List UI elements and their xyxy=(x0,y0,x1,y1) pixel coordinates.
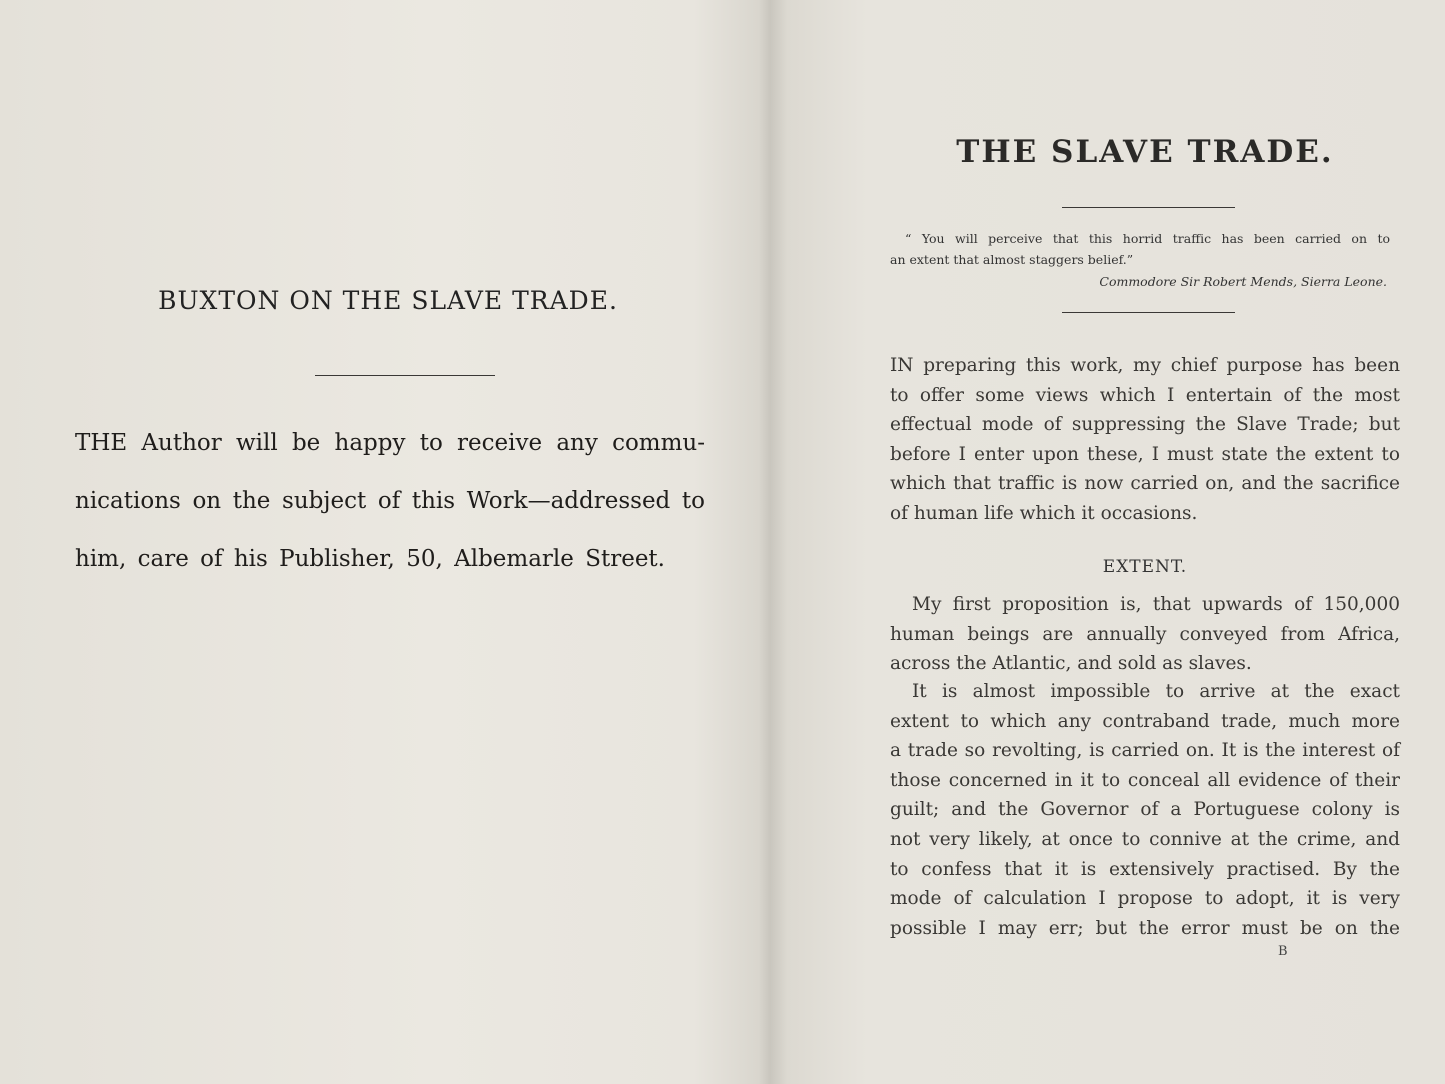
body-line: guilt; and the Governor of a Portuguese colony is xyxy=(890,799,1400,821)
body-line: across the Atlantic, and sold as slaves. xyxy=(890,653,1252,675)
divider xyxy=(315,375,495,376)
body-line: My first proposition is, that upwards of 150,000 xyxy=(912,594,1400,615)
body-line: mode of calculation I propose to adopt, it is very xyxy=(890,888,1400,910)
left-page-title: BUXTON ON THE SLAVE TRADE. xyxy=(158,286,618,315)
body-line: to confess that it is extensively practised. By the xyxy=(890,858,1400,880)
body-line: of human life which it occasions. xyxy=(890,503,1198,524)
epigraph-line: an extent that almost staggers belief.” xyxy=(890,252,1134,267)
notice-line: him, care of his Publisher, 50, Albemarle Street. xyxy=(75,546,665,572)
body-line: effectual mode of suppressing the Slave Trade; but xyxy=(890,414,1400,436)
body-line: It is almost impossible to arrive at the exact xyxy=(912,681,1400,702)
body-line: a trade so revolting, is carried on. It is the interest of xyxy=(890,740,1400,762)
body-line: those concerned in it to conceal all evidence of their xyxy=(890,769,1400,791)
section-heading: EXTENT. xyxy=(1102,557,1188,577)
notice-line: THE Author will be happy to receive any commu- xyxy=(75,430,705,456)
body-line: which that traffic is now carried on, and the sacrifice xyxy=(890,473,1400,495)
body-line: to offer some views which I entertain of the most xyxy=(890,384,1400,406)
epigraph-attribution: Commodore Sir Robert Mends, Sierra Leone. xyxy=(1099,274,1387,289)
body-line: not very likely, at once to connive at the crime, and xyxy=(890,829,1400,850)
divider xyxy=(1062,312,1235,313)
notice-line: nications on the subject of this Work—addressed to xyxy=(75,488,705,514)
divider xyxy=(1062,207,1235,208)
body-line: before I enter upon these, I must state the extent to xyxy=(890,443,1400,465)
body-line: IN preparing this work, my chief purpose has been xyxy=(890,355,1400,376)
signature-mark: B xyxy=(1278,944,1288,959)
chapter-title: THE SLAVE TRADE. xyxy=(956,134,1334,170)
body-line: extent to which any contraband trade, much more xyxy=(890,710,1400,732)
body-line: human beings are annually conveyed from Africa, xyxy=(890,623,1400,645)
epigraph-line: “ You will perceive that this horrid traffic has been carried on to xyxy=(905,231,1390,246)
body-line: possible I may err; but the error must be on the xyxy=(890,917,1400,939)
